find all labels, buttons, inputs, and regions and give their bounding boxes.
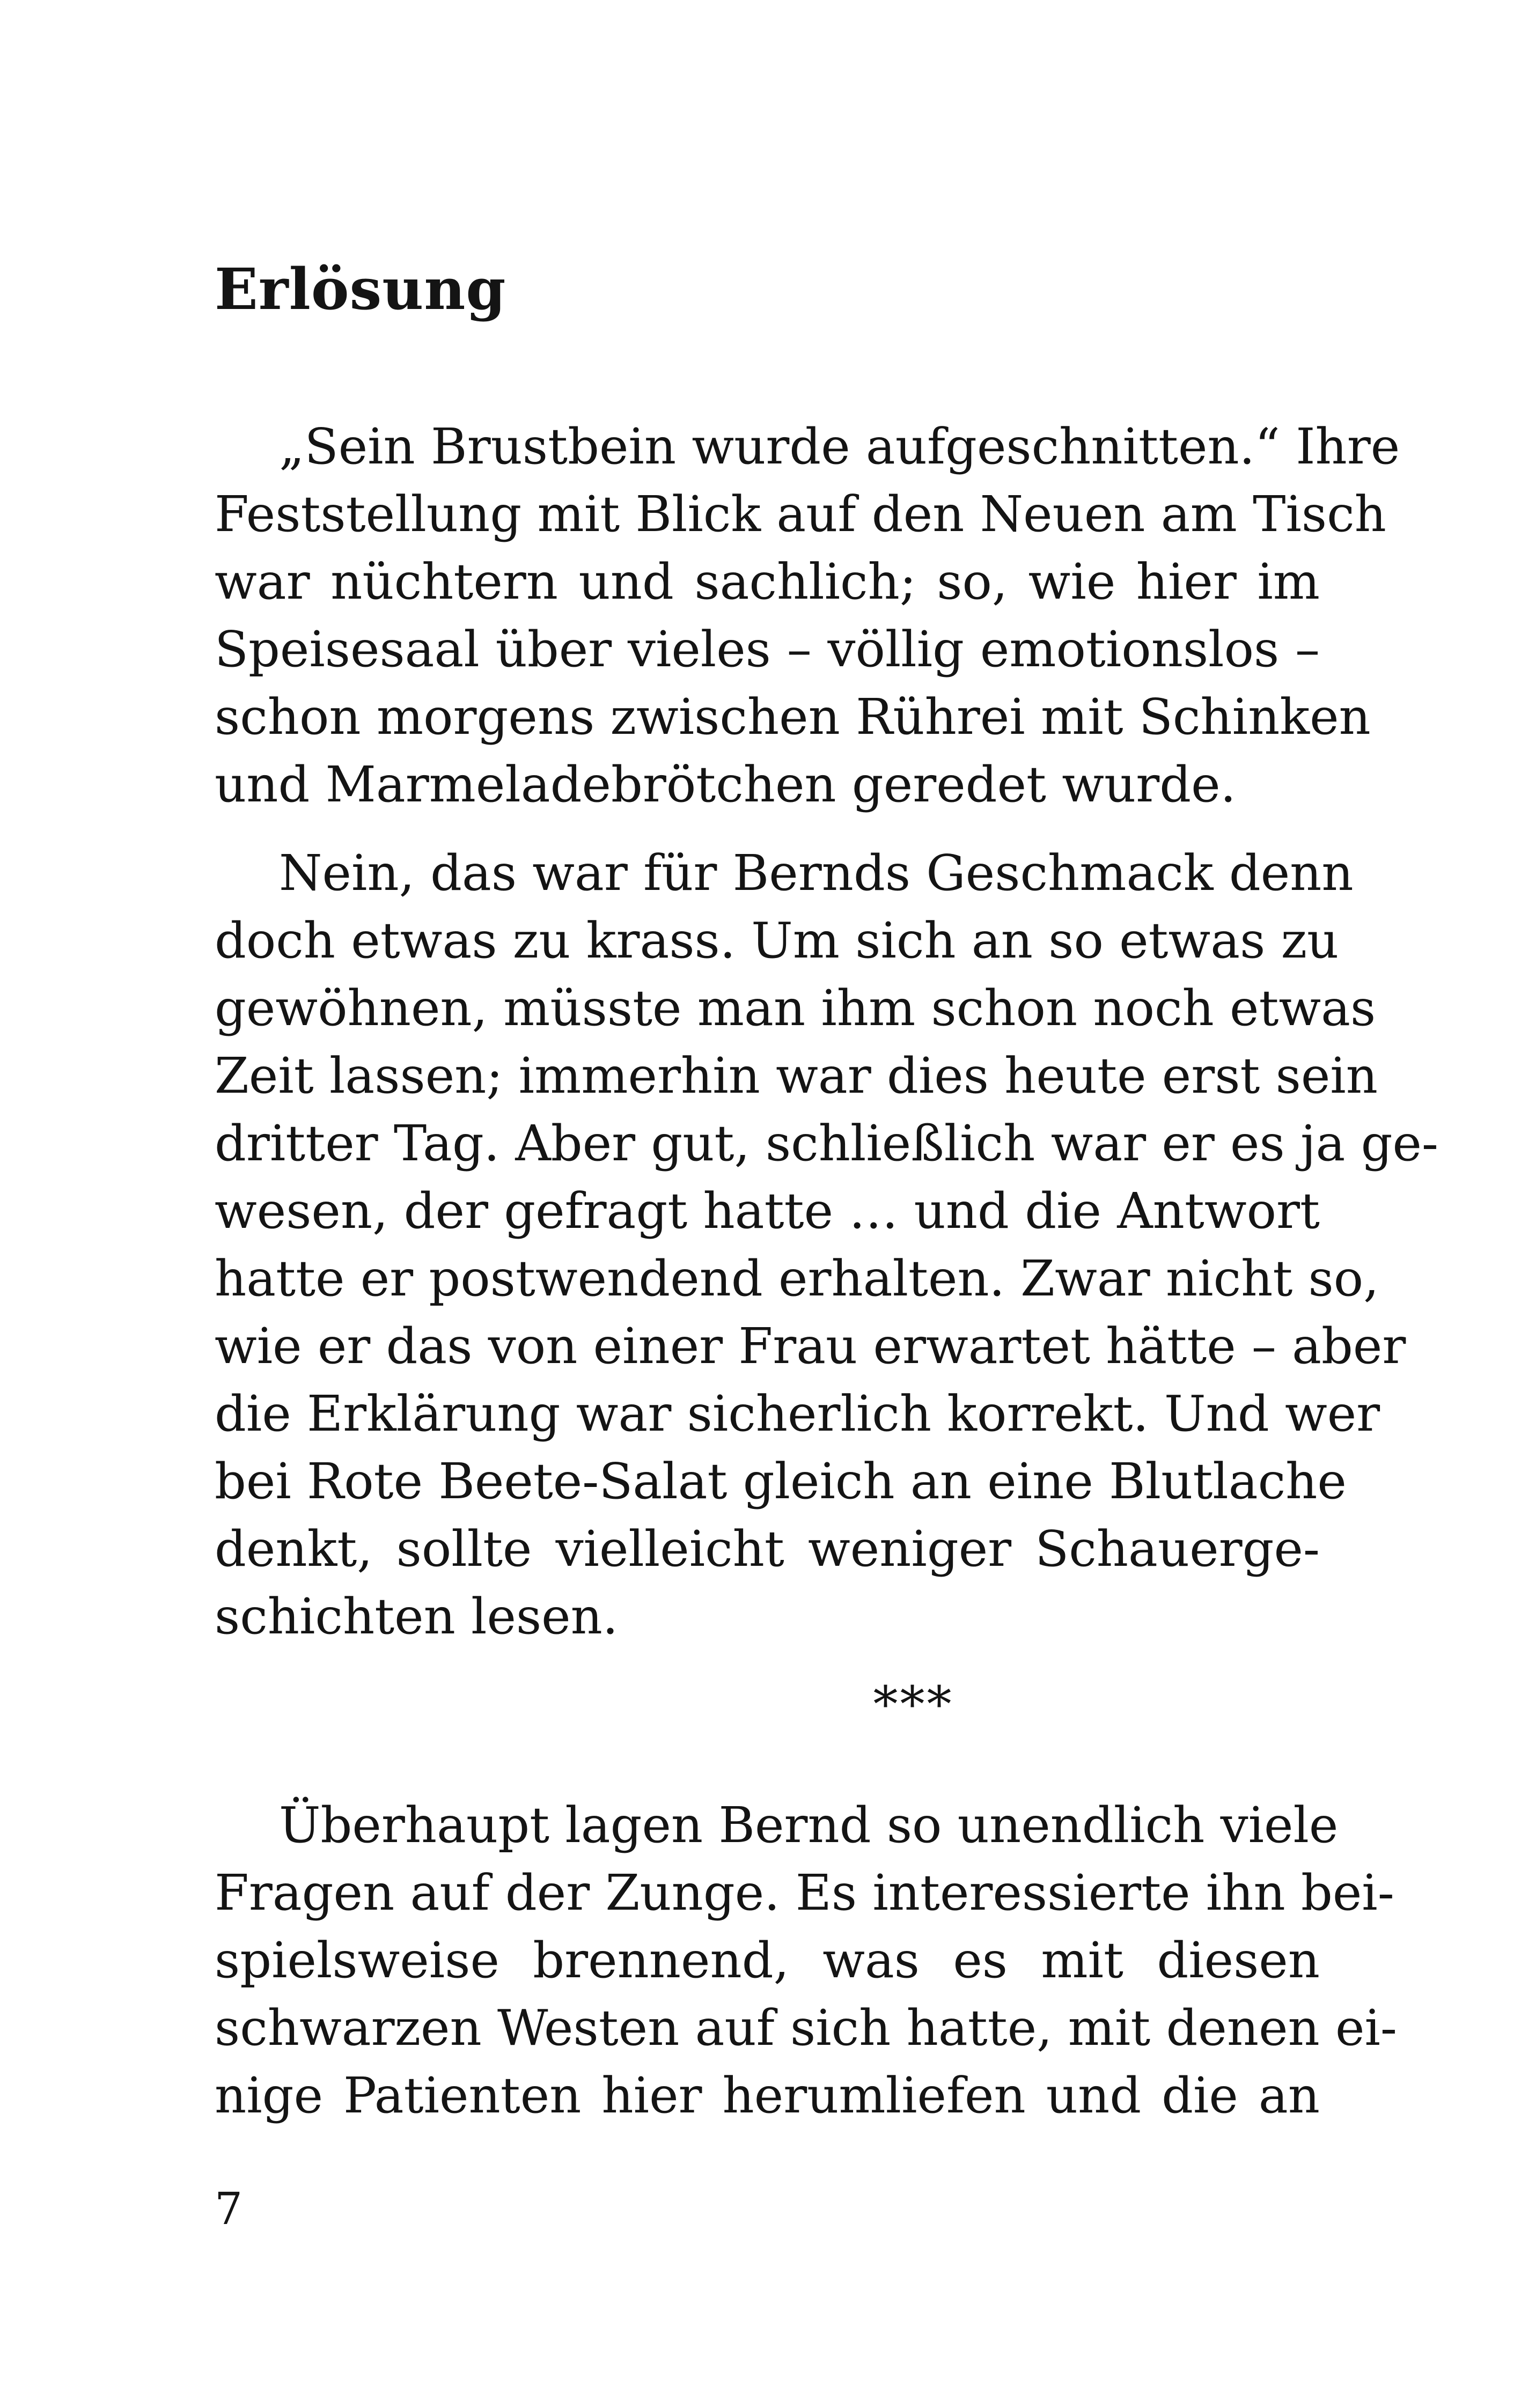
chapter-title: Erlösung	[215, 255, 506, 322]
text-line: Zeit lassen; immerhin war dies heute erst sein	[215, 1047, 1378, 1104]
paragraph-3	[215, 1792, 1398, 2130]
text-line: hatte er postwendend erhalten. Zwar nicht so,	[215, 1250, 1379, 1307]
text-line: „Sein Brustbein wurde aufgeschnitten.“ Ihre	[279, 418, 1400, 475]
text-line: bei Rote Beete-Salat gleich an eine Blutlache	[215, 1453, 1347, 1510]
paragraph-2	[215, 840, 1438, 1651]
text-line: wie er das von einer Frau erwartet hätte – aber	[215, 1317, 1406, 1375]
text-line: Fragen auf der Zunge. Es interessierte ihn bei-	[215, 1864, 1394, 1921]
text-line: doch etwas zu krass. Um sich an so etwas zu	[215, 912, 1339, 969]
text-line: dritter Tag. Aber gut, schließlich war er es ja ge-	[215, 1115, 1438, 1172]
text-line: wesen, der gefragt hatte … und die Antwort	[215, 1182, 1320, 1240]
text-line: denkt, sollte vielleicht weniger Schauerge-	[215, 1520, 1320, 1578]
text-line: nige Patienten hier herumliefen und die an	[215, 2067, 1320, 2124]
text-line: Überhaupt lagen Bernd so unendlich viele	[279, 1796, 1339, 1854]
text-line: schichten lesen.	[215, 1588, 619, 1645]
page-number: 7	[215, 2184, 243, 2235]
text-line: die Erklärung war sicherlich korrekt. Und wer	[215, 1385, 1380, 1442]
text-line: Feststellung mit Blick auf den Neuen am Tisch	[215, 485, 1386, 543]
text-line: Nein, das war für Bernds Geschmack denn	[279, 844, 1354, 902]
text-line: gewöhnen, müsste man ihm schon noch etwas	[215, 980, 1376, 1037]
text-line: war nüchtern und sachlich; so, wie hier im	[215, 553, 1320, 610]
text-line: spielsweise brennend, was es mit diesen	[215, 1932, 1320, 1989]
text-line: Speisesaal über vieles – völlig emotionslos –	[215, 621, 1320, 678]
paragraph-1	[215, 413, 1400, 819]
text-line: und Marmeladebrötchen geredet wurde.	[215, 756, 1236, 813]
section-separator: ***	[873, 1676, 954, 1733]
text-line: schon morgens zwischen Rührei mit Schinken	[215, 688, 1371, 746]
text-line: schwarzen Westen auf sich hatte, mit denen ei-	[215, 1999, 1398, 2057]
